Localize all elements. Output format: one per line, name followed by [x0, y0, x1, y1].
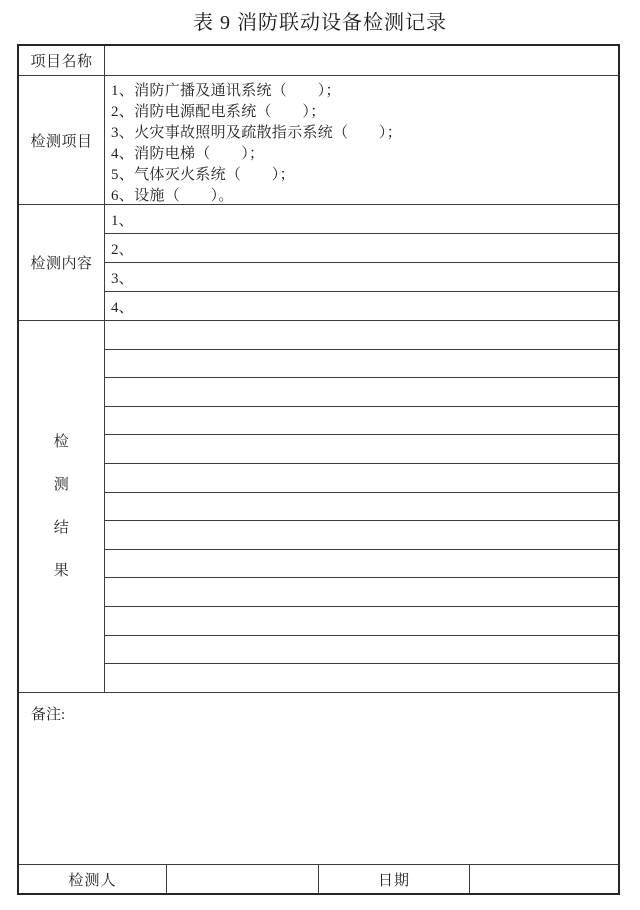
inspection-result-label	[19, 321, 105, 692]
result-row-1	[105, 321, 618, 349]
inspection-content-row-4: 4、	[105, 291, 618, 320]
result-row-11	[105, 606, 618, 635]
remarks-cell	[19, 693, 618, 865]
result-row-7	[105, 492, 618, 521]
result-row-13	[105, 663, 618, 692]
project-name-value	[105, 46, 618, 75]
result-row-2	[105, 349, 618, 378]
inspection-result-row	[19, 321, 618, 693]
inspection-result-label-char-1: 检	[53, 433, 70, 450]
inspection-item-6: 6、设施（ ）。	[111, 188, 234, 204]
inspection-item-3: 3、火灾事故照明及疏散指示系统（ ）；	[111, 125, 403, 141]
footer-row	[19, 865, 618, 893]
inspection-result-subrows	[105, 321, 618, 692]
inspection-content-row-3: 3、	[105, 262, 618, 291]
date-label: 日期	[319, 865, 470, 893]
inspection-item-5: 5、气体灭火系统（ ）；	[111, 167, 295, 183]
result-row-9	[105, 549, 618, 578]
inspection-content-row	[19, 205, 618, 321]
project-name-row	[19, 46, 618, 76]
result-row-12	[105, 635, 618, 664]
inspection-result-label-char-2: 测	[53, 476, 70, 493]
result-row-3	[105, 377, 618, 406]
inspection-items-list	[105, 76, 618, 204]
inspection-item-1: 1、消防广播及通讯系统（ ）；	[111, 83, 341, 99]
result-row-4	[105, 406, 618, 435]
inspection-result-label-char-4: 果	[53, 562, 70, 579]
inspection-content-subrows	[105, 205, 618, 320]
inspection-content-row-1: 1、	[111, 212, 134, 229]
inspection-item-4: 4、消防电梯（ ）；	[111, 146, 265, 162]
project-name-label: 项目名称	[19, 46, 105, 75]
document-title: 表 9 消防联动设备检测记录	[193, 12, 447, 34]
inspection-form-table	[17, 44, 620, 895]
inspection-content-row-2: 2、	[105, 233, 618, 262]
inspection-items-row	[19, 76, 618, 205]
inspector-label: 检测人	[19, 865, 167, 893]
inspector-value	[167, 865, 319, 893]
result-row-6	[105, 463, 618, 492]
inspection-items-label: 检测项目	[19, 76, 105, 204]
result-row-5	[105, 434, 618, 463]
inspection-result-label-char-3: 结	[53, 519, 70, 536]
inspection-content-label: 检测内容	[19, 205, 105, 320]
result-row-8	[105, 520, 618, 549]
date-value	[470, 865, 618, 893]
remarks-label: 备注:	[31, 707, 66, 723]
result-row-10	[105, 577, 618, 606]
inspection-item-2: 2、消防电源配电系统（ ）；	[111, 104, 326, 120]
